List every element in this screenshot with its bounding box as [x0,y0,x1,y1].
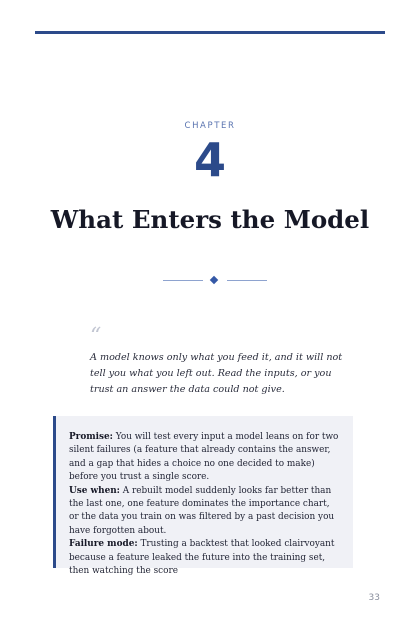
callout-box [53,416,353,577]
failure-mode-text: Trusting a backtest that looked clairvoyant because a feature leaked the future into the training set, then watching the score [69,539,335,577]
chapter-title: What Enters the Model [50,205,370,234]
ornament-line-right [227,280,267,281]
callout-promise [69,431,341,485]
top-rule [35,31,385,34]
ornament-line-left [163,280,203,281]
use-when-text: A rebuilt model suddenly looks far better than the last one, one feature dominates the importance chart, or the data you train on was filtered by a past decision you have forgotten about. [69,485,335,536]
callout-failure-mode [69,538,341,578]
chapter-number: 4 [193,133,226,187]
quote-mark-icon: “ [90,324,102,349]
callout-use-when [69,485,341,539]
page-number: 33 [368,593,380,603]
failure-mode-label: Failure mode: [69,539,138,550]
use-when-label: Use when: [69,485,120,496]
promise-text: You will test every input a model leans on for two silent failures (a feature that already contains the answer, and a gap that hides a choice no one decided to make) before you trust a single score. [69,432,339,483]
promise-label: Promise: [69,432,113,442]
epigraph-text: A model knows only what you feed it, and it will not tell you what you left out. Read the inputs, or you trust an answer the data could not give. [90,352,343,395]
section-ornament [163,274,267,286]
chapter-label: CHAPTER [184,121,236,131]
diamond-icon [210,276,218,284]
callout-content [56,416,353,578]
